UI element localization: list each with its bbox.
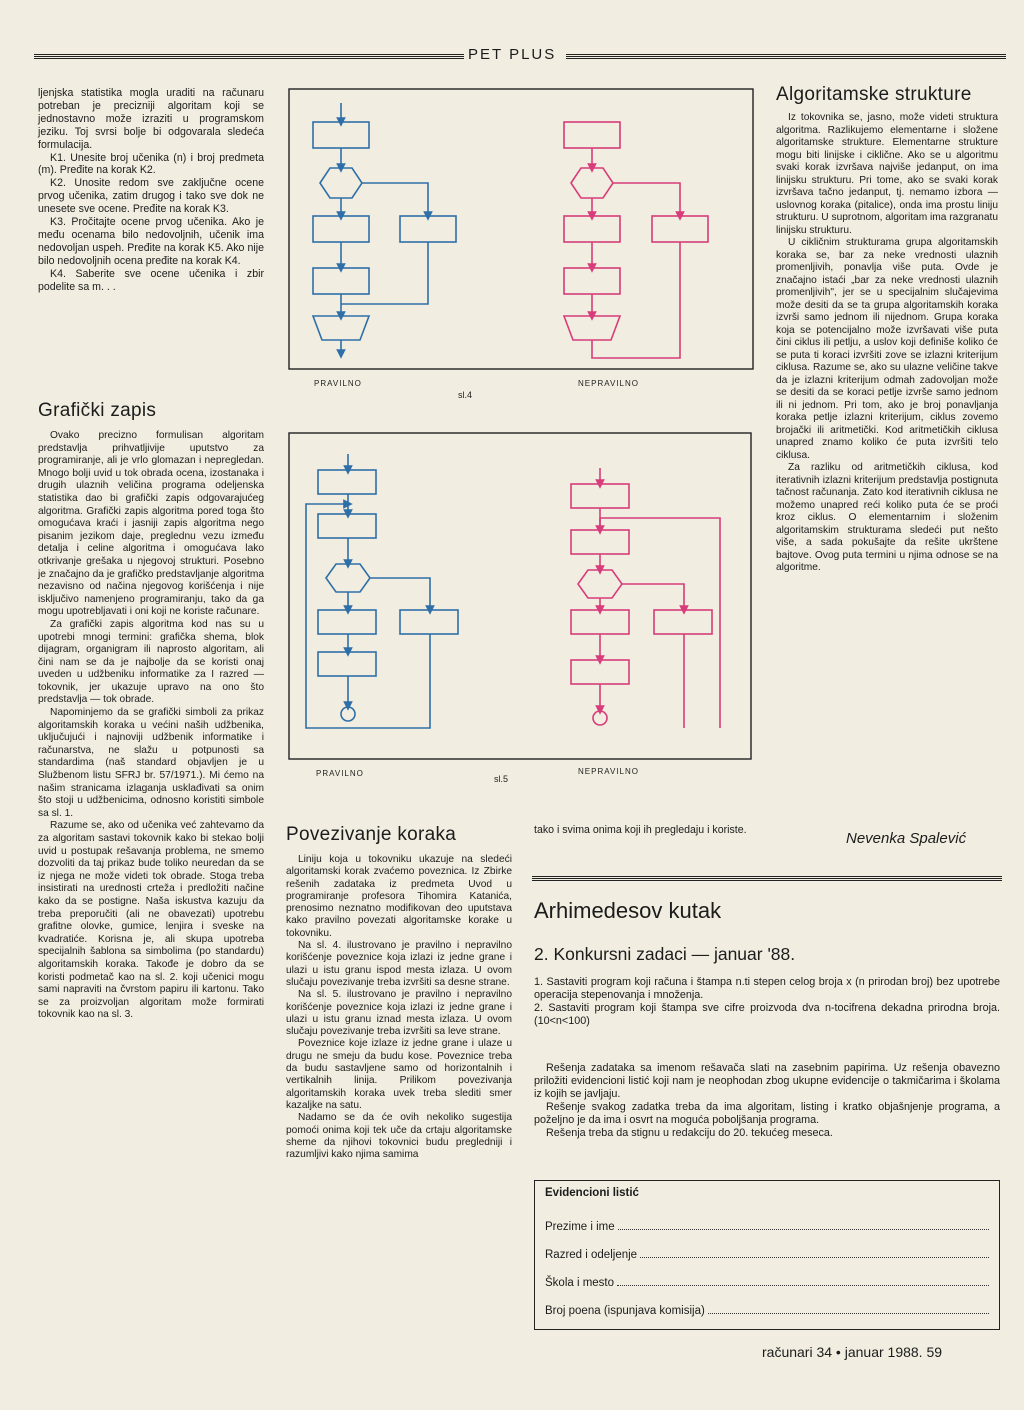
- column-1-body: [38, 430, 264, 1022]
- header-rule-left: [34, 54, 464, 59]
- task-1: 1. Sastaviti program koji računa i štampa n.ti stepen celog broja x (n prirodan broj) bez upotrebe operacija stepenovanja i množenja.: [534, 976, 1000, 1001]
- step-k3: K3. Pročitajte ocene prvog učenika. Ako je među ocenama bilo nedovoljnih, učenik ima nedovoljan uspeh. Pređite na korak K5. Ako nije bilo nedovoljnih ocena pređite na korak K4.: [38, 216, 264, 267]
- paragraph: Na sl. 5. ilustrovano je pravilno i nepravilno korišćenje poveznice koja izlazi iz jedne grane i ulazi u istu granu iznad mesta izlaza. U ovom slučaju povezivanje treba izvršiti sa leve strane.: [286, 989, 512, 1038]
- kutak-rule: [532, 876, 1002, 881]
- paragraph: Rešenja treba da stignu u redakciju do 20. tekućeg meseca.: [546, 1127, 833, 1139]
- step-k2: K2. Unosite redom sve zaključne ocene prvog učenika, zatim drugog i tako sve dok ne unesete sve ocene. Pređite na korak K3.: [38, 177, 264, 216]
- paragraph: Rešenje svakog zadatka treba da ima algoritam, listing i kratko objašnjenje programa, a poželjno je da ima i osvrt na moguća poboljšanja programa.: [534, 1101, 1000, 1126]
- evidence-form: [534, 1180, 1000, 1330]
- paragraph: Za razliku od aritmetičkih ciklusa, kod iterativnih izlazni kriterijum predstavlja postignuta tačnost računanja. Zato kod iterativnih ciklusa ne možemo unapred reći koliko puta će se proći kroz ciklus. O elementarnim i složenim algoritamskim strukturama sledeći put nešto više, a sada pokušajte da rešite ukrštene bajtove. Ovog puta termini u njima odnose se na algoritme.: [776, 462, 998, 573]
- fig5-label-left: PRAVILNO: [316, 769, 364, 778]
- form-field-label: Škola i mesto: [545, 1277, 615, 1289]
- fig4-caption: sl.4: [458, 390, 473, 400]
- kutak-subheading: 2. Konkursni zadaci — januar '88.: [534, 944, 796, 964]
- kutak-rules: [534, 1062, 1000, 1140]
- paragraph: Liniju koja u tokovniku ukazuje na sledeći algoritamski korak zvaćemo poveznica. Iz Zbirke rešenih zadataka iz predmeta Uvod u programiranje profesora Tihomira Katanića, prenosimo neznatno modifikovan deo uputstava kako pravilno povezati algoritamske korake u tokovniku.: [286, 854, 512, 939]
- paragraph: Napominjemo da se grafički simboli za prikaz algoritamskih koraka u većini naših udžbenika, uključujući i najnoviji udžbenik informatike i računarstva, ne slažu u potpunosti sa standardima (naš standard objavljen je u Službenom listu SFRJ br. 57/1971.). Mi ćemo na našim stranicama izlaganja usklađivati sa onim što stoji u udžbenicima, odnosno koristiti simbole sa sl. 1.: [38, 707, 264, 819]
- paragraph: Za grafički zapis algoritma kod nas su u upotrebi mnogi termini: grafička shema, blok dijagram, organigram ili naprosto algoritam, ali čini nam se da je najbolje da se koristi onaj uveden u udžbeniku informatike za I razred — tokovnik, jer ukazuje upravo na ono što predstavlja — tok obrade.: [38, 618, 264, 706]
- paragraph: Na sl. 4. ilustrovano je pravilno i nepravilno korišćenje poveznice koja izlazi iz jedne grane i ulazi u istu granu ispod mesta izlaza. U ovom slučaju povezivanje treba izvršiti sa desne strane.: [286, 940, 512, 988]
- paragraph: U cikličnim strukturama grupa algoritamskih koraka se, bar za neke vrednosti ulaznih promenljivih, ponavlja više puta. Ovde je značajno istaći „bar za neke vrednosti ulaznih promenljivih", jer se u specijalnim slučajevima može desiti da se ta grupa algoritamskih koraka izvrši samo jednom ili nijednom. Grupa koraka koja se potencijalno može izvršavati više puta čini ciklus ili petlju, a uslov koji definiše koliko će se puta ti koraci izvršiti zove se izlazni kriterijum ciklusa. Razume se, ako su ulazne veličine takve da je izlazni kriterijum odmah zadovoljan može se desiti da se koraci petlje izvrše samo jednom ili ni jednom. Pri tom, ako je broj ponavljanja koraka petlje izlazni kriterijum, ciklus zovemo brojački ili aritmetički. Kod aritmetičkih ciklusa unapred znamo koliko će puta izvršiti telo ciklusa.: [776, 237, 998, 461]
- section-heading-graficki: Grafički zapis: [38, 400, 157, 421]
- header-rule-right: [566, 54, 1006, 59]
- step-k1: K1. Unesite broj učenika (n) i broj predmeta (m). Pređite na korak K2.: [38, 151, 264, 177]
- column-2: [286, 854, 512, 1161]
- paragraph: Poveznice koje izlaze iz jedne grane i ulaze u drugu ne smeju da budu kose. Poveznice treba da budu sastavljene samo od horizontalnih i vertikalnih linija. Prilikom povezivanja algoritamskih koraka uvek treba slediti smer kazaljke na satu.: [286, 1038, 512, 1111]
- paragraph: Ovako precizno formulisan algoritam predstavlja prihvatljivije uputstvo za programiranje, ali je vrlo glomazan i nepregledan. Mnogo bolji uvid u tok obrada ocena, izostanaka i drugih ulaznih veličina programa odeljenska statistika dao bi grafički zapis odgovarajućeg algoritma. Grafički zapis algoritma pored toga što omogućava kraći i jasniji zapis algoritma nego pisanim jezikom daje, preglednu vezu između detalja i celine algoritma i omogućava lako otkrivanje grešaka u njegovoj strukturi. Posebno je značajno da je grafičko predstavljanje algoritma nezavisno od načina njegovog korišćenja i nije isključivo namenjeno programiranju, tako da ga mogu upotrebljavati i oni koji ne koriste računare.: [38, 430, 264, 618]
- header-title: PET PLUS: [468, 46, 557, 63]
- flowchart-correct: [306, 454, 458, 728]
- flowchart-correct: [313, 103, 456, 354]
- column-1-top: [38, 87, 264, 294]
- column-3: [776, 112, 998, 575]
- author-signature: Nevenka Spalević: [846, 830, 967, 847]
- figure-frame: [289, 433, 751, 759]
- fig5-label-right: NEPRAVILNO: [578, 767, 639, 776]
- section-heading-strukture: Algoritamske strukture: [776, 84, 972, 105]
- form-field-label: Broj poena (ispunjava komisija): [545, 1305, 705, 1317]
- figure-4: [288, 88, 754, 400]
- form-field-points[interactable]: [545, 1289, 989, 1317]
- form-field-label: Prezime i ime: [545, 1221, 615, 1233]
- fig5-caption: sl.5: [494, 774, 509, 784]
- section-heading-povezivanje: Povezivanje koraka: [286, 824, 457, 845]
- task-2: 2. Sastaviti program koji štampa sve cifre proizvoda dva n-tocifrena dekadna prirodna broja. (10<n<100): [534, 1002, 1000, 1027]
- paragraph: Rešenja zadataka sa imenom rešavača slati na zasebnim papirima. Uz rešenja obavezno priložiti evidencioni listić koji nam je neophodan zbog ukupne evidencije o takmičarima i školama iz kojih se javljaju.: [534, 1062, 1000, 1100]
- form-field-class[interactable]: [545, 1233, 989, 1261]
- flowchart-incorrect: [564, 122, 708, 358]
- form-field-label: Razred i odeljenje: [545, 1249, 638, 1261]
- intro-paragraph: ljenjska statistika mogla uraditi na računaru potreban je precizniji algoritam koji se jednostavno može izraziti u programskom jeziku. Toj svrsi bolje bi odgovarala sledeća formulacija.: [38, 87, 264, 151]
- figure-frame: [289, 89, 753, 369]
- step-k4: K4. Saberite sve ocene učenika i zbir podelite sa m. . .: [38, 267, 264, 293]
- fig4-label-right: NEPRAVILNO: [578, 379, 639, 388]
- fig4-label-left: PRAVILNO: [314, 379, 362, 388]
- page-footer: računari 34 • januar 1988. 59: [762, 1344, 943, 1360]
- flowchart-incorrect: [571, 468, 720, 728]
- paragraph: Nadamo se da će ovih nekoliko sugestija pomoći onima koji tek uče da crtaju algoritamske sheme da njihovi tokovnici budu pregledniji i razumljivi kako njima samima: [286, 1112, 512, 1161]
- kutak-heading: Arhimedesov kutak: [534, 898, 722, 923]
- figure-5: [288, 432, 754, 784]
- kutak-tasks: [534, 976, 1000, 1028]
- paragraph: Iz tokovnika se, jasno, može videti struktura algoritma. Razlikujemo elementarne i složene algoritamske strukture. Elementarne strukture mogu biti linijske i ciklične. Ako se u algoritmu svaki korak izvršava najviše jedanput, on ima linijsku strukturu. Pri tome, ako se svaki korak izvršava tačno jedanput, tj. nemamo izbora — uslovnog koraka (pitalice), onda ima prostu liniju strukturu. U suprotnom, algoritam ima razgranatu linijsku strukturu.: [776, 112, 998, 236]
- form-field-school[interactable]: [545, 1261, 989, 1289]
- form-title: Evidencioni listić: [545, 1187, 639, 1199]
- form-field-name[interactable]: [545, 1205, 989, 1233]
- paragraph: Razume se, ako od učenika već zahtevamo da za algoritam sastavi tokovnik kako bi stekao bolji uvid u postupak rešavanja problema, ne smemo dozvoliti da taj prikaz bude toliko neuredan da se iz njega ne može videti tok obrade. Stoga treba insistirati na urednosti crteža i predložiti načine kako da se postigne. Naša iskustva kazuju da treba preporučiti (ali ne obavezati) upotrebu grafitne olovke, gumice, lenjira i sveske na kvadratiće. Korisna je, ali skupa upotreba specijalnih šablona sa simbolima (po standardu) algoritamskih koraka. Takođe je dobro da se koristi podmetač kao na sl. 2. koji učenici mogu sami napraviti na čvrstom papiru ili kartonu. Tako se za proizvoljan algoritam može formirati tokovnik kao na sl. 3.: [38, 820, 264, 1021]
- column-3-continuation: tako i svima onima koji ih pregledaju i koriste.: [534, 824, 747, 836]
